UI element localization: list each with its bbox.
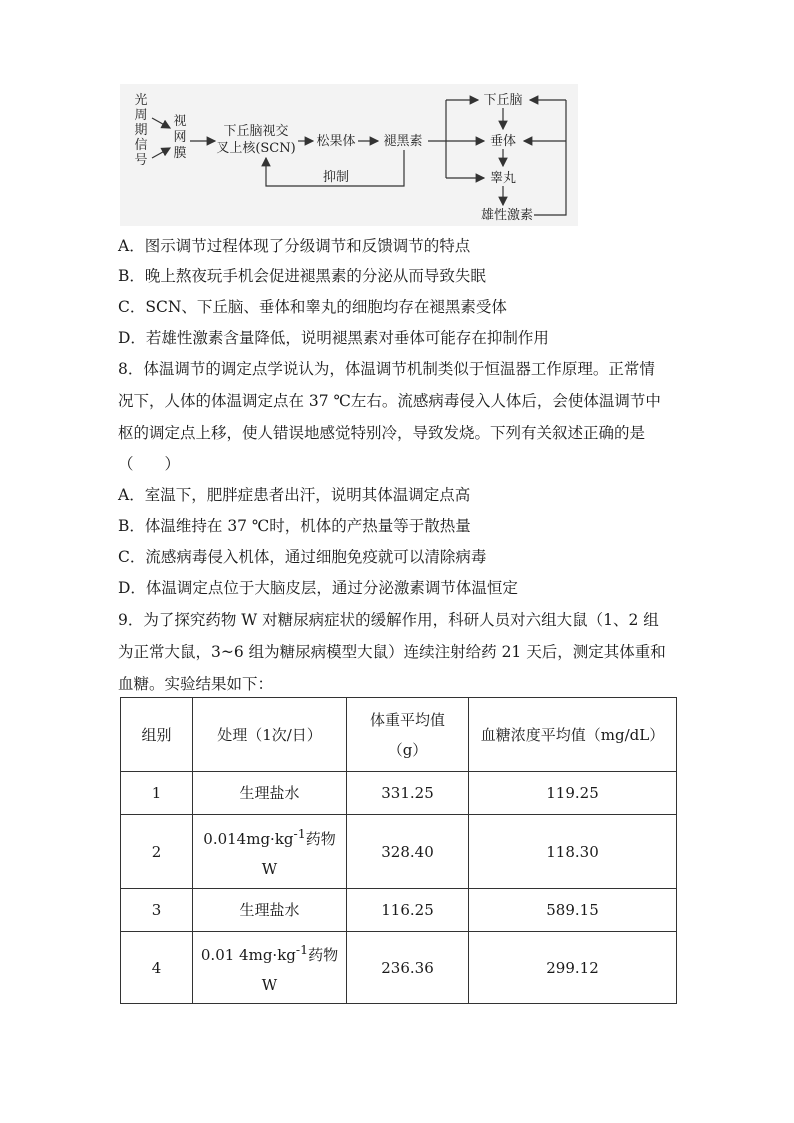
header-weight-line1: 体重平均值: [369, 710, 445, 729]
table-header-row: [121, 698, 677, 772]
q7-option-a: A．图示调节过程体现了分级调节和反馈调节的特点: [118, 237, 471, 255]
table-row: [121, 815, 677, 889]
q8-stem-line: 枢的调定点上移，使人错误地感觉特别冷，导致发烧。下列有关叙述正确的是: [118, 424, 646, 442]
q7-option-c: C．SCN、下丘脑、垂体和睾丸的细胞均存在褪黑素受体: [118, 298, 507, 316]
cell-weight: 236.36: [347, 932, 469, 1004]
cell-treatment-line1: [199, 819, 340, 854]
cell-treatment: 生理盐水: [193, 772, 347, 815]
header-group: 组别: [121, 698, 193, 772]
scn-label: 叉上核(SCN): [216, 141, 296, 156]
dose-exponent: -1: [295, 942, 309, 957]
q8-option-b: B．体温维持在 37 ℃时，机体的产热量等于散热量: [118, 517, 471, 535]
pituitary-label: 垂体: [489, 134, 517, 149]
retina-char: 网: [173, 130, 187, 145]
androgen-label: 雄性激素: [480, 208, 534, 223]
q9-stem-line: 9．为了探究药物 W 对糖尿病症状的缓解作用，科研人员对六组大鼠（1、2 组: [118, 611, 659, 629]
cell-treatment-line2: W: [261, 976, 278, 994]
hypothalamus-label: 下丘脑: [483, 93, 523, 108]
signal-char: 期: [134, 123, 148, 138]
testis-label: 睾丸: [489, 171, 517, 186]
drug-text: 药物: [308, 946, 339, 964]
signal-char: 光: [134, 93, 148, 108]
cell-treatment-line2: W: [261, 860, 278, 878]
retina-char: 视: [173, 114, 187, 129]
q8-stem-line: 况下，人体的体温调定点在 37 ℃左右。流感病毒侵入人体后，会使体温调节中: [118, 392, 661, 410]
q7-option-b: B．晚上熬夜玩手机会促进褪黑素的分泌从而导致失眠: [118, 267, 486, 285]
cell-treatment-line1: [199, 935, 340, 970]
cell-weight: 116.25: [347, 889, 469, 932]
dose-text: 0.01 4mg·kg: [200, 946, 296, 964]
header-glucose: 血糖浓度平均值（mg/dL）: [469, 698, 677, 772]
cell-group: 1: [121, 772, 193, 815]
cell-weight: 331.25: [347, 772, 469, 815]
inhibit-label: 抑制: [322, 170, 350, 185]
cell-group: 3: [121, 889, 193, 932]
table-row: [121, 889, 677, 932]
q9-stem-line: 为正常大鼠，3~6 组为糖尿病模型大鼠）连续注射给药 21 天后，测定其体重和: [118, 643, 666, 661]
header-weight: [347, 698, 469, 772]
cell-treatment: [193, 815, 347, 889]
q8-option-c: C．流感病毒侵入机体，通过细胞免疫就可以清除病毒: [118, 548, 487, 566]
pineal-label: 松果体: [316, 134, 356, 149]
q8-stem-line: 8．体温调节的调定点学说认为，体温调节机制类似于恒温器工作原理。正常情: [118, 360, 655, 378]
cell-glucose: 119.25: [469, 772, 677, 815]
dose-text: 0.014mg·kg: [203, 830, 294, 848]
q8-option-a: A．室温下，肥胖症患者出汗，说明其体温调定点高: [118, 486, 471, 504]
header-treatment: 处理（1次/日）: [193, 698, 347, 772]
header-weight-line2: （g）: [387, 740, 428, 759]
retina-char: 膜: [173, 146, 187, 161]
cell-treatment: [193, 932, 347, 1004]
regulation-diagram: [0, 0, 794, 232]
q8-option-d: D．体温调定点位于大脑皮层，通过分泌激素调节体温恒定: [118, 579, 518, 597]
cell-treatment: 生理盐水: [193, 889, 347, 932]
results-table: [120, 697, 677, 1004]
q7-option-d: D．若雄性激素含量降低，说明褪黑素对垂体可能存在抑制作用: [118, 329, 549, 347]
scn-label: 下丘脑视交: [223, 124, 289, 139]
cell-glucose: 118.30: [469, 815, 677, 889]
cell-group: 4: [121, 932, 193, 1004]
signal-char: 周: [134, 108, 148, 123]
melatonin-label: 褪黑素: [383, 134, 423, 149]
signal-char: 号: [134, 153, 148, 168]
signal-char: 信: [134, 138, 148, 153]
table-row: [121, 932, 677, 1004]
cell-weight: 328.40: [347, 815, 469, 889]
cell-glucose: 589.15: [469, 889, 677, 932]
q9-stem-line: 血糖。实验结果如下：: [118, 675, 274, 693]
dose-exponent: -1: [293, 826, 306, 841]
drug-text: 药物: [305, 830, 336, 848]
cell-group: 2: [121, 815, 193, 889]
q8-answer-blank: （ ）: [118, 455, 181, 473]
table-row: [121, 772, 677, 815]
cell-glucose: 299.12: [469, 932, 677, 1004]
